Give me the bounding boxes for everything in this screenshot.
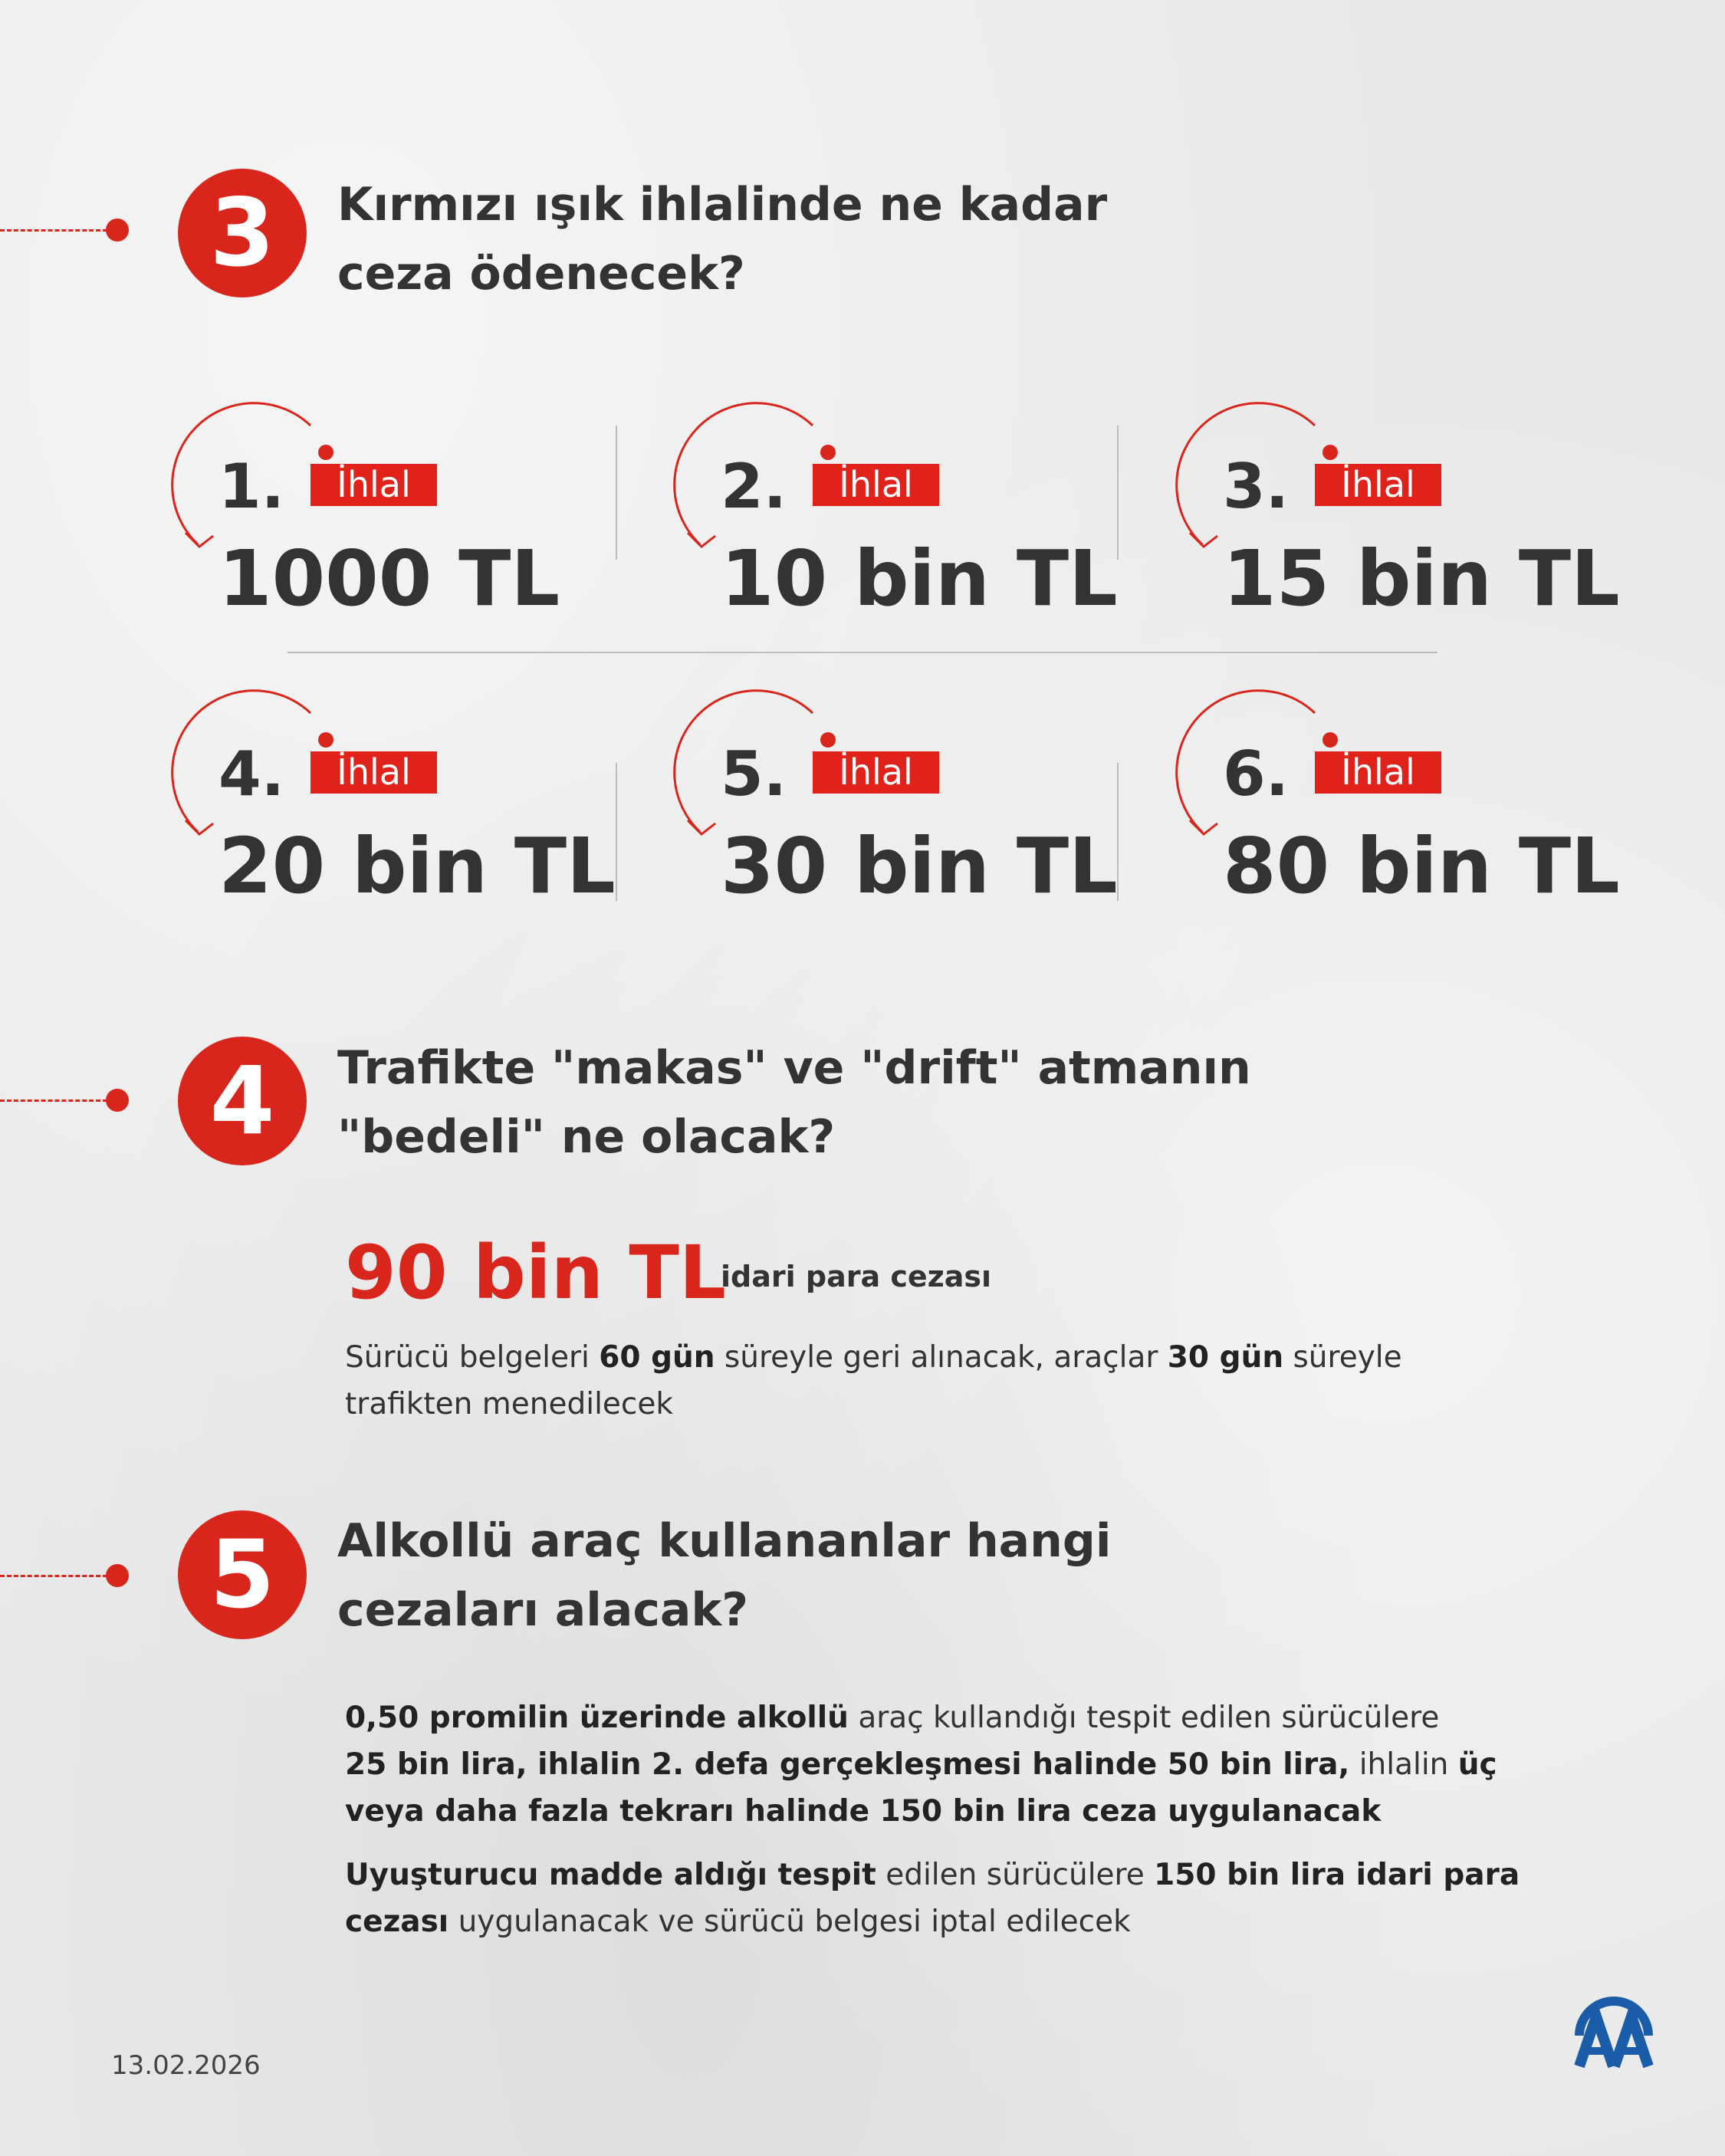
footer-date: 13.02.2026 bbox=[111, 2050, 261, 2081]
violation-ordinal: 3. bbox=[1223, 451, 1290, 522]
section-3-title: Kırmızı ışık ihlalinde ne kadar ceza ödenecek? bbox=[337, 178, 1108, 301]
section-3-number: 3 bbox=[178, 169, 307, 297]
section-4-number: 4 bbox=[178, 1037, 307, 1165]
violation-badge: İhlal bbox=[310, 751, 437, 794]
violation-badge: İhlal bbox=[310, 464, 437, 506]
para-bold: cezası bbox=[345, 1905, 449, 1939]
violation-badge: İhlal bbox=[813, 751, 939, 794]
dashed-line bbox=[0, 1575, 107, 1577]
violation-ordinal: 2. bbox=[721, 451, 787, 522]
violation-ordinal: 6. bbox=[1223, 738, 1290, 810]
section-5-paragraph-2 bbox=[345, 1852, 1541, 1945]
para-text: edilen sürücülere bbox=[876, 1858, 1155, 1892]
para-bold: 25 bin lira, ihlalin 2. defa gerçekleşmesi halinde 50 bin lira, bbox=[345, 1747, 1350, 1782]
detail-text: Sürücü belgeleri bbox=[345, 1340, 600, 1375]
fine-caption: idari para cezası bbox=[721, 1260, 992, 1293]
dashed-line bbox=[0, 229, 107, 232]
detail-text: trafikten menedilecek bbox=[345, 1387, 673, 1421]
fine-amount: 90 bin TL bbox=[345, 1230, 727, 1316]
violation-ordinal: 4. bbox=[219, 738, 285, 810]
section-4-detail bbox=[345, 1334, 1510, 1428]
violation-cell-6 bbox=[1165, 682, 1656, 943]
detail-text: süreyle bbox=[1283, 1340, 1402, 1375]
dashed-line bbox=[0, 1099, 107, 1102]
para-text: araç kullandığı tespit edilen sürücülere bbox=[848, 1701, 1440, 1735]
section-5-title: Alkollü araç kullananlar hangi cezaları alacak? bbox=[337, 1514, 1112, 1637]
para-text: ihlalin bbox=[1349, 1747, 1458, 1782]
violation-amount: 10 bin TL bbox=[721, 534, 1118, 623]
section-4-title: Trafikte "makas" ve "drift" atmanın "bedeli" ne olacak? bbox=[337, 1041, 1251, 1164]
para-bold: 0,50 promilin üzerinde alkollü bbox=[345, 1701, 849, 1735]
section-3-marker bbox=[0, 215, 184, 245]
violation-badge: İhlal bbox=[1315, 751, 1441, 794]
para-bold: üç bbox=[1457, 1747, 1497, 1782]
violation-amount: 1000 TL bbox=[219, 534, 560, 623]
para-text: uygulanacak ve sürücü belgesi iptal edilecek bbox=[449, 1905, 1131, 1939]
violation-ordinal: 1. bbox=[219, 451, 285, 522]
detail-bold: 30 gün bbox=[1167, 1340, 1284, 1375]
violation-cell-4 bbox=[161, 682, 652, 943]
violation-cell-2 bbox=[663, 395, 1154, 656]
violation-amount: 20 bin TL bbox=[219, 821, 616, 911]
violation-cell-1 bbox=[161, 395, 652, 656]
section-4-marker bbox=[0, 1085, 184, 1116]
para-bold: Uyuşturucu madde aldığı tespit bbox=[345, 1858, 876, 1892]
section-5-paragraph-1 bbox=[345, 1694, 1541, 1835]
marker-dot bbox=[106, 1089, 129, 1112]
violation-ordinal: 5. bbox=[721, 738, 787, 810]
violation-amount: 80 bin TL bbox=[1223, 821, 1620, 911]
violation-cell-5 bbox=[663, 682, 1154, 943]
section-5-number: 5 bbox=[178, 1510, 307, 1639]
marker-dot bbox=[106, 219, 129, 242]
aa-logo-icon bbox=[1564, 1974, 1664, 2074]
violation-amount: 30 bin TL bbox=[721, 821, 1118, 911]
detail-text: süreyle geri alınacak, araçlar bbox=[715, 1340, 1168, 1375]
violation-badge: İhlal bbox=[1315, 464, 1441, 506]
marker-dot bbox=[106, 1564, 129, 1587]
detail-bold: 60 gün bbox=[599, 1340, 715, 1375]
para-bold: 150 bin lira idari para bbox=[1154, 1858, 1520, 1892]
violation-cell-3 bbox=[1165, 395, 1656, 656]
para-bold: veya daha fazla tekrarı halinde 150 bin lira ceza uygulanacak bbox=[345, 1794, 1382, 1829]
section-5-marker bbox=[0, 1560, 184, 1591]
violation-badge: İhlal bbox=[813, 464, 939, 506]
violation-amount: 15 bin TL bbox=[1223, 534, 1620, 623]
